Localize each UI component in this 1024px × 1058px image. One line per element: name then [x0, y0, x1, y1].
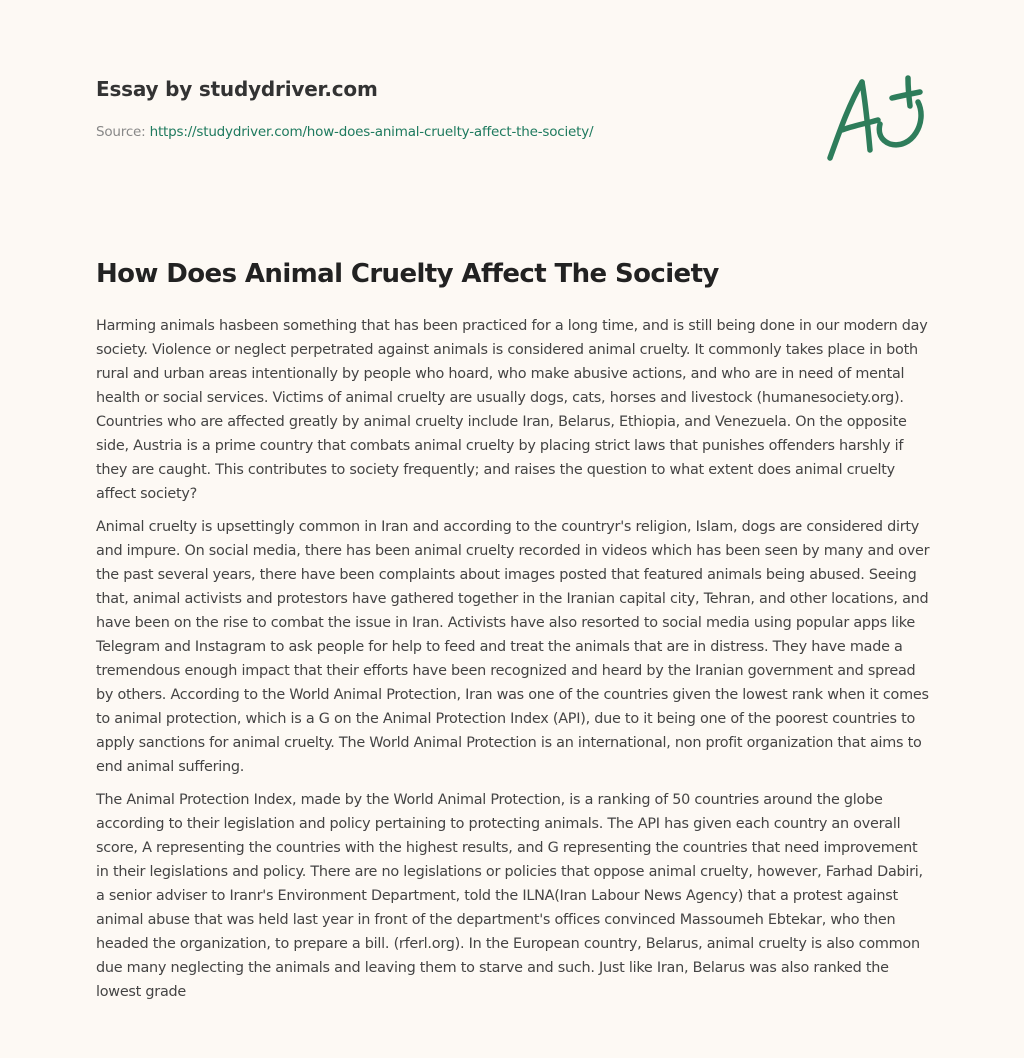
source-line	[96, 122, 796, 142]
site-title: Essay by studydriver.com	[96, 77, 378, 101]
essay-paragraph: Animal cruelty is upsettingly common in Iran and according to the countryr's religion, Islam, dogs are considered dirty and impure. On social media, there has been animal cruelty recorded in videos which has been seen by many and over the past several years, there have been complaints about images posted that featured animals being abused. Seeing that, animal activists and protestors have gathered together in the Iranian capital city, Tehran, and other locations, and have been on the rise to combat the issue in Iran. Activists have also resorted to social media using popular apps like Telegram and Instagram to ask people for help to feed and treat the animals that are in distress. They have made a tremendous enough impact that their efforts have been recognized and heard by the Iranian government and spread by others. According to the World Animal Protection, Iran was one of the countries given the lowest rank when it comes to animal protection, which is a G on the Animal Protection Index (API), due to it being one of the poorest countries to apply sanctions for animal cruelty. The World Animal Protection is an international, non profit organization that aims to end animal suffering.	[96, 519, 930, 775]
essay-body	[96, 314, 932, 1013]
essay-header	[96, 74, 796, 142]
essay-paragraph: Harming animals hasbeen something that has been practiced for a long time, and is still being done in our modern day society. Violence or neglect perpetrated against animals is considered animal cruelty. It commonly takes place in both rural and urban areas intentionally by people who hoard, who make abusive actions, and who are in need of mental health or social services. Victims of animal cruelty are usually dogs, cats, horses and livestock (humanesociety.org). Countries who are affected greatly by animal cruelty include Iran, Belarus, Ethiopia, and Venezuela. On the opposite side, Austria is a prime country that combats animal cruelty by placing strict laws that punishes offenders harshly if they are caught. This contributes to society frequently; and raises the question to what extent does animal cruelty affect society?	[96, 318, 928, 502]
source-link[interactable]: https://studydriver.com/how-does-animal-cruelty-affect-the-society/	[149, 124, 594, 140]
essay-paragraph: The Animal Protection Index, made by the World Animal Protection, is a ranking of 50 countries around the globe according to their legislation and policy pertaining to protecting animals. The API has given each country an overall score, A representing the countries with the highest results, and G representing the countries that need improvement in their legislations and policy. There are no legislations or policies that oppose animal cruelty, however, Farhad Dabiri, a senior adviser to Iranr's Environment Department, told the ILNA(Iran Labour News Agency) that a protest against animal abuse that was held last year in front of the department's offices convinced Massoumeh Ebtekar, who then headed the organization, to prepare a bill. (rferl.org). In the European country, Belarus, animal cruelty is also common due many neglecting the animals and leaving them to starve and such. Just like Iran, Belarus was also ranked the lowest grade	[96, 792, 923, 1000]
source-label: Source:	[96, 124, 150, 140]
page-title: How Does Animal Cruelty Affect The Society	[96, 259, 719, 289]
a-plus-grade-icon	[820, 66, 930, 166]
